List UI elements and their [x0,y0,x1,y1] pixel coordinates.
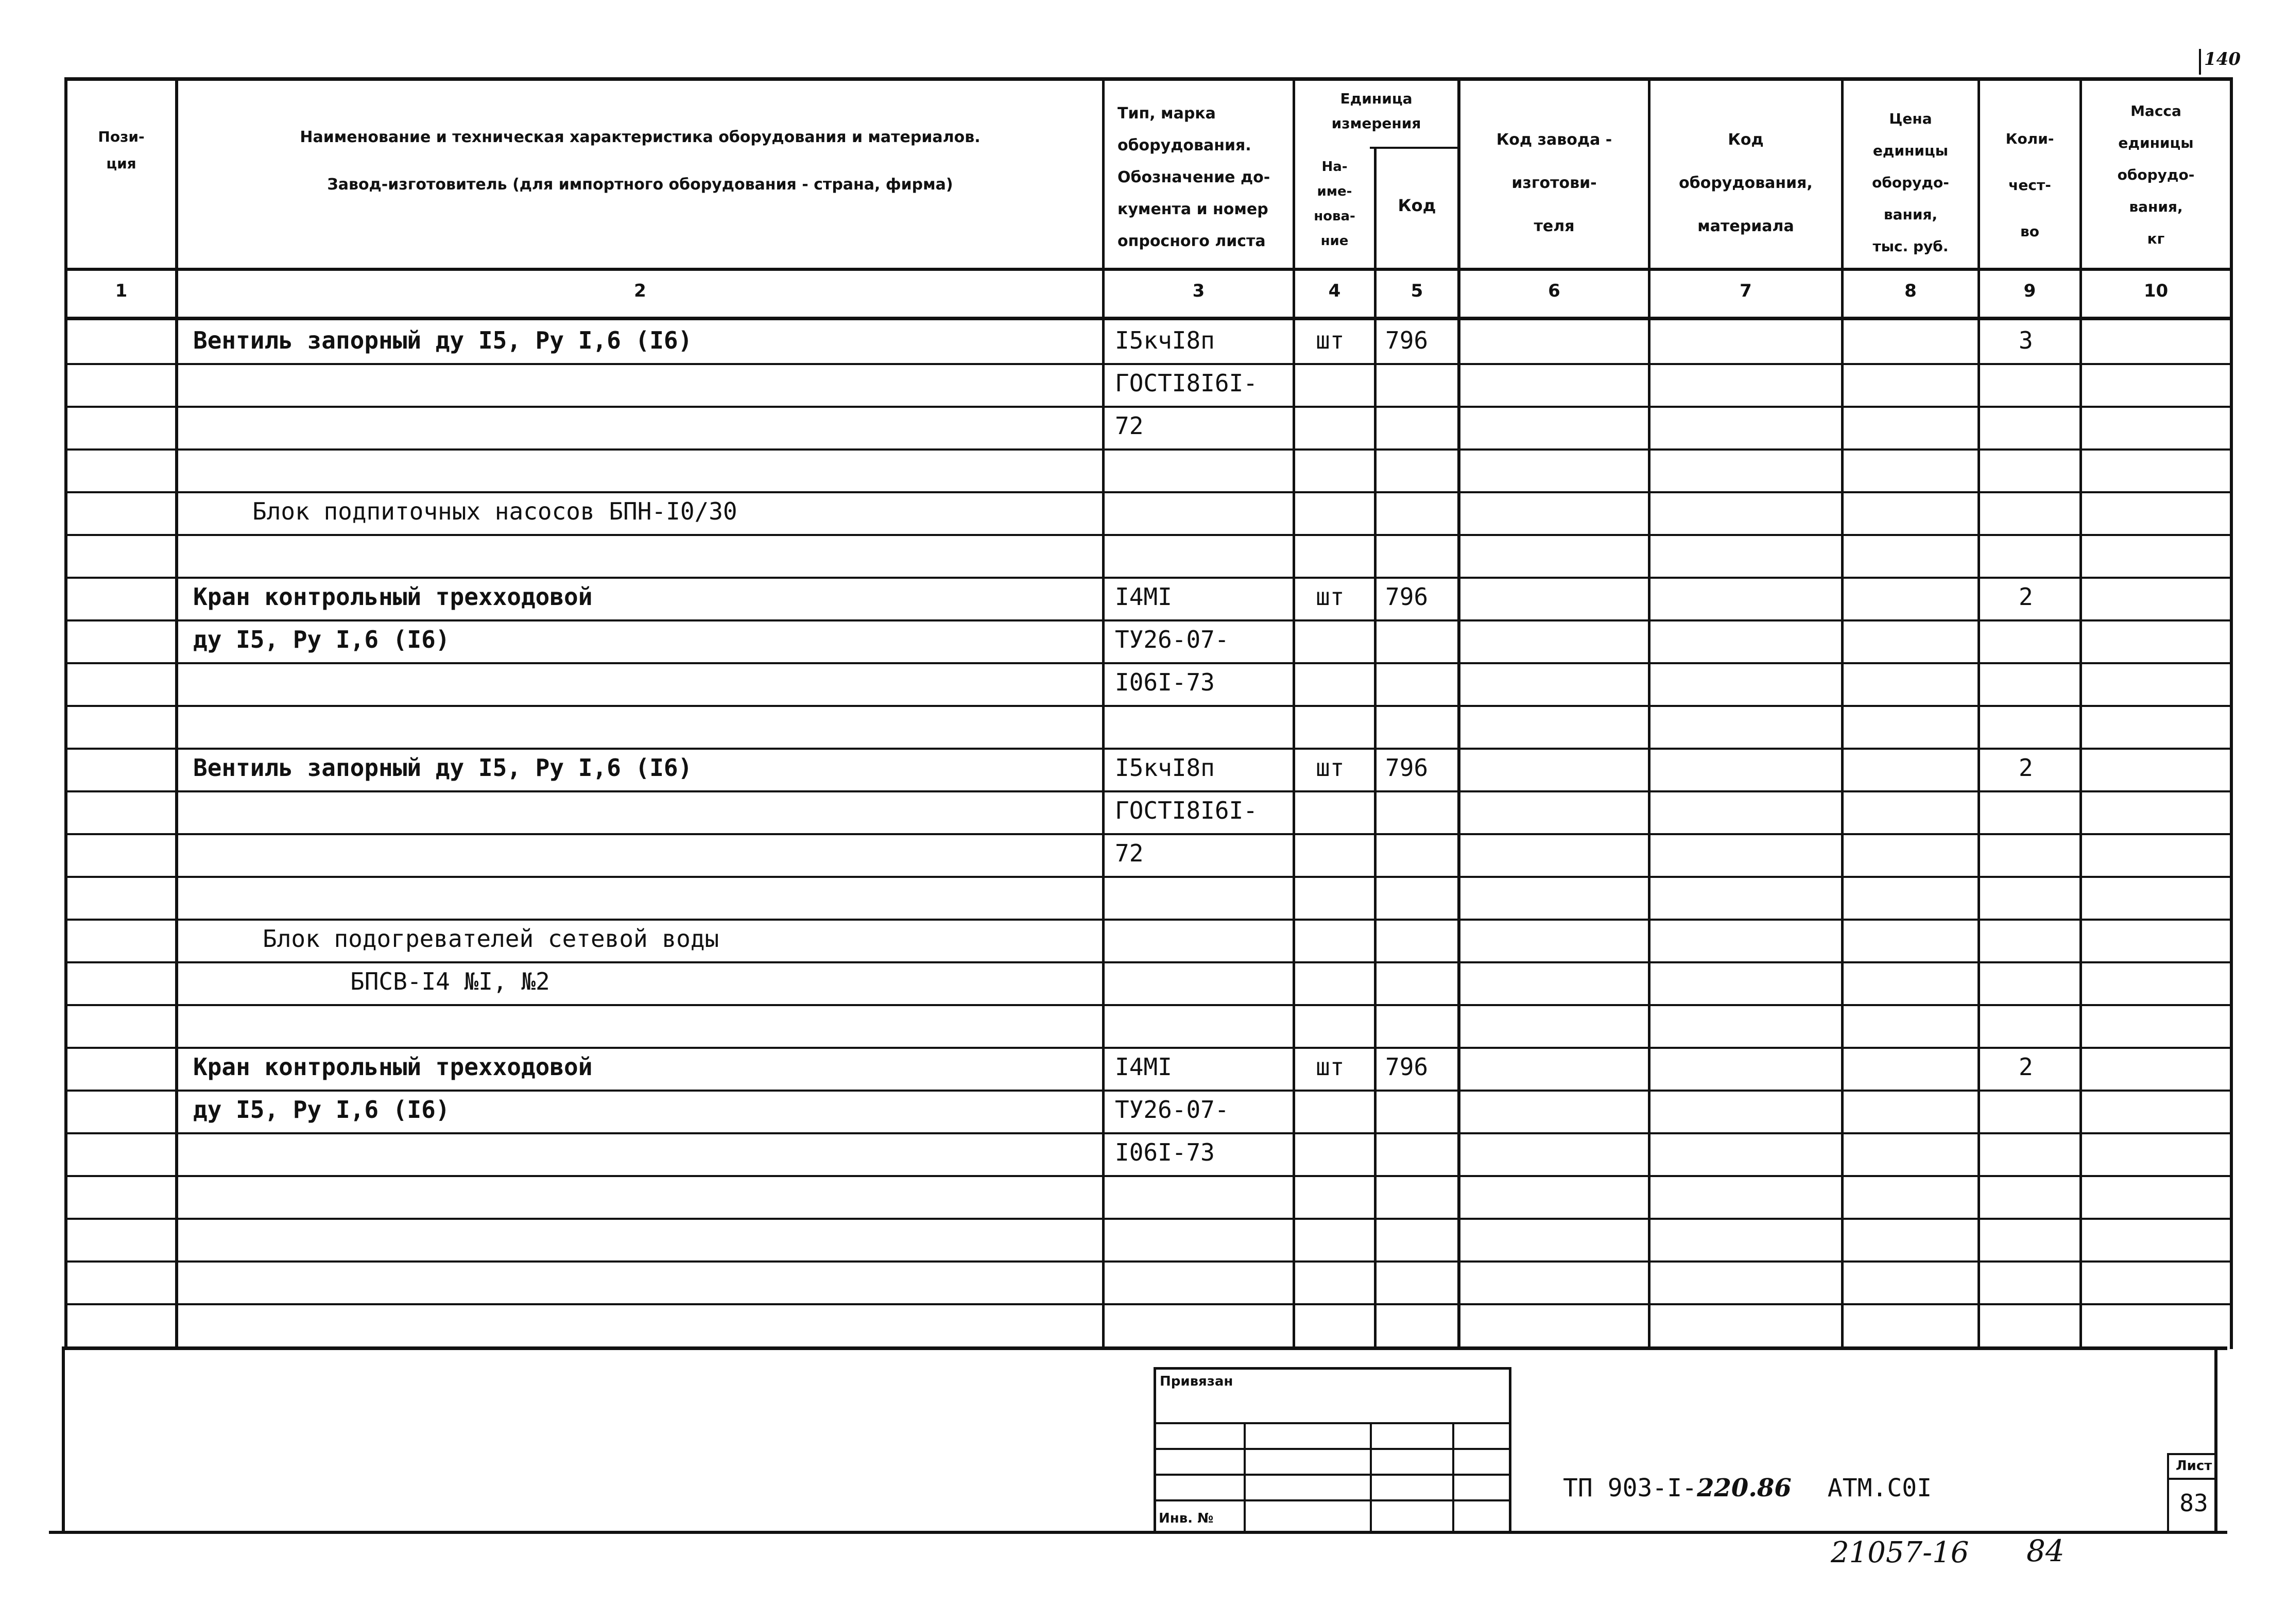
row-type: I4МI [1115,583,1172,611]
document-code [1563,1474,1932,1502]
row-qty: 2 [2019,754,2033,782]
row-code: 796 [1385,1053,1429,1081]
header-col7: Код оборудования, материала [1679,131,1813,235]
row-type: ТУ26-07- [1115,626,1229,653]
row-type: I4МI [1115,1053,1172,1081]
row-name: Вентиль запорный ду I5, Ру I,6 (I6) [193,326,693,354]
row-divider [64,1218,2230,1220]
row-divider [64,1303,2230,1305]
row-divider [64,705,2230,707]
header-col6: Код завода - изготови- теля [1496,131,1612,235]
doc-code-suffix: АТМ.С0I [1827,1474,1932,1502]
header-col8: Цена единицы оборудо- вания, тыс. руб. [1872,110,1949,255]
row-divider [64,919,2230,921]
colnum-7: 7 [1740,281,1752,301]
sheet-number: 83 [2179,1489,2208,1517]
row-name: ду I5, Ру I,6 (I6) [193,626,450,653]
doc-code-hand: 220.86 [1697,1474,1792,1502]
row-name: БПСВ-I4 №I, №2 [350,968,550,995]
header-col2-line2: Завод-изготовитель (для импортного оборудования - страна, фирма) [327,176,953,194]
colnum-5: 5 [1411,281,1423,301]
row-code: 796 [1385,754,1429,782]
row-unit: шт [1316,326,1345,354]
row-divider [64,1047,2230,1049]
row-divider [64,790,2230,792]
row-type: ГОСТI8I6I- [1115,369,1258,397]
stamp-inv-no: Инв. № [1159,1511,1214,1526]
colnum-3: 3 [1192,281,1205,301]
row-divider [64,961,2230,963]
doc-code-prefix: ТП 903-I- [1563,1474,1697,1502]
row-divider [64,1004,2230,1006]
row-qty: 3 [2019,326,2033,354]
header-col2-line1: Наименование и техническая характеристика оборудования и материалов. [300,128,981,146]
row-unit: шт [1316,754,1345,782]
row-name: Кран контрольный трехходовой [193,1053,593,1081]
header-col1: Пози- ция [98,128,145,172]
sheet-label: Лист [2176,1458,2212,1474]
header-col4-5-group: Единица измерения [1331,90,1421,132]
colnum-6: 6 [1548,281,1560,301]
row-name: Блок подпиточных насосов БПН-I0/30 [252,497,737,525]
row-type: I06I-73 [1115,668,1215,696]
row-name: Вентиль запорный ду I5, Ру I,6 (I6) [193,754,693,782]
row-divider [64,448,2230,451]
colnum-4: 4 [1328,281,1341,301]
colnum-2: 2 [634,281,646,301]
row-name: Блок подогревателей сетевой воды [263,925,719,953]
corner-mark: 140 [2199,49,2241,75]
row-type: ГОСТI8I6I- [1115,797,1258,824]
row-unit: шт [1316,1053,1345,1081]
row-type: I5кчI8п [1115,754,1215,782]
row-divider [64,1132,2230,1134]
row-unit: шт [1316,583,1345,611]
row-divider [64,662,2230,664]
row-type: 72 [1115,839,1144,867]
row-divider [64,491,2230,493]
header-col4: На- име- нова- ние [1314,159,1355,249]
row-type: ТУ26-07- [1115,1096,1229,1124]
colnum-9: 9 [2023,281,2036,301]
row-code: 796 [1385,583,1429,611]
header-col9: Коли- чест- во [2005,130,2054,240]
stamp-privyazan: Привязан [1160,1374,1233,1389]
header-col10: Масса единицы оборудо- вания, кг [2117,102,2195,247]
row-divider [64,748,2230,750]
footer-page-number: 84 [2026,1533,2065,1568]
header-col5: Код [1398,196,1436,215]
row-divider [64,577,2230,579]
colnum-8: 8 [1904,281,1917,301]
row-name: ду I5, Ру I,6 (I6) [193,1096,450,1124]
footer-order-number: 21057-16 [1831,1536,1969,1569]
row-qty: 2 [2019,583,2033,611]
row-code: 796 [1385,326,1429,354]
row-divider [64,833,2230,835]
row-name: Кран контрольный трехходовой [193,583,593,611]
row-type: I5кчI8п [1115,326,1215,354]
colnum-1: 1 [115,281,128,301]
row-divider [64,363,2230,365]
row-divider [64,1175,2230,1177]
row-type: 72 [1115,412,1144,440]
row-divider [64,1260,2230,1263]
row-divider [64,1090,2230,1092]
row-divider [64,534,2230,536]
row-type: I06I-73 [1115,1138,1215,1166]
row-qty: 2 [2019,1053,2033,1081]
row-divider [64,876,2230,878]
colnum-10: 10 [2143,281,2169,301]
row-divider [64,406,2230,408]
header-col3: Тип, марка оборудования. Обозначение до- кумента и номер опросного листа [1117,105,1270,250]
row-divider [64,619,2230,621]
